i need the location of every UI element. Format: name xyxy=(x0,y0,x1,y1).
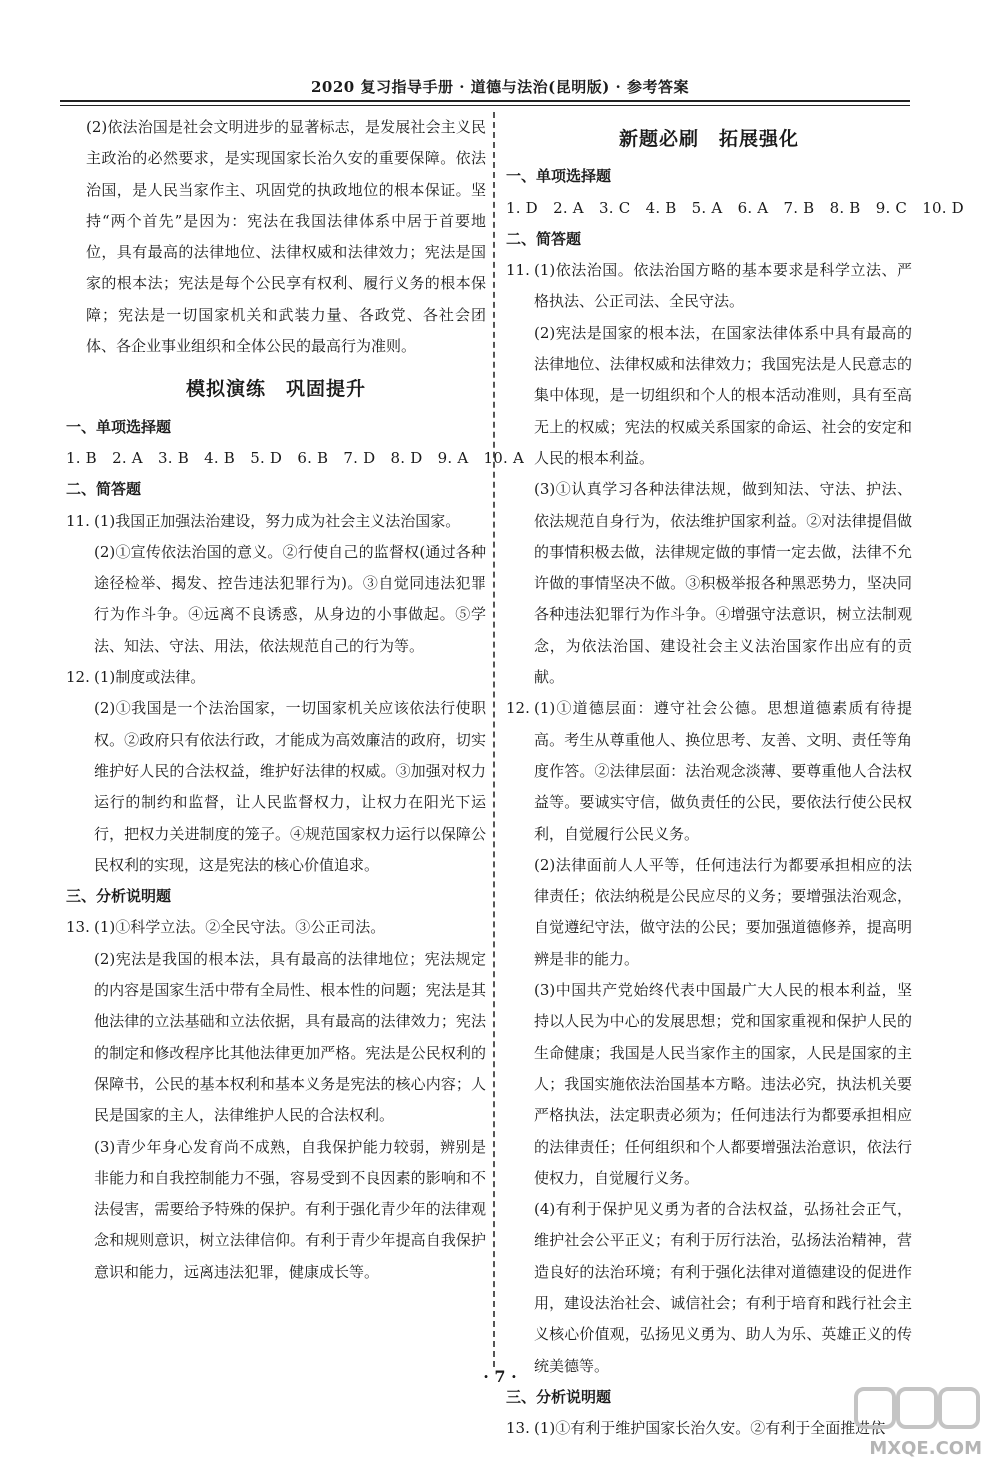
watermark-text: MXQE.COM xyxy=(869,1438,982,1459)
heading-short-answer: 二、简答题 xyxy=(506,229,582,248)
answer-part: (1)①有利于维护国家长治久安。②有利于全面推进依 xyxy=(534,1419,886,1438)
left-column xyxy=(66,112,525,1288)
question-13 xyxy=(66,912,486,1288)
answer-part: (2)①我国是一个法治国家，一切国家机关应该依法行使职权。②政府只有依法行政，才能成为高效廉洁的政府，切实维护好人民的合法权益，维护好法律的权威。③加强对权力运行的制约和监督，让人民监督权力，让权力在阳光下运行，把权力关进制度的笼子。④规范国家权力运行以保障公民权利的实现，这是宪法的核心价值追求。 xyxy=(94,699,486,874)
section-title-new-questions: 新题必刷 拓展强化 xyxy=(618,128,799,150)
question-number: 13. xyxy=(66,918,90,937)
answer-part: (3)①认真学习各种法律法规，做到知法、守法、护法、依法规范自身行为，依法维护国家利益。②对法律提倡做的事情积极去做，法律规定做的事情一定去做，法律不允许做的事情坚决不做。③积极举报各种黑恶势力，坚决同各种违法犯罪行为作斗争。④增强守法意识，树立法制观念，为依法治国、建设社会主义法治国家作出应有的贡献。 xyxy=(534,480,912,687)
page-number: · 7 · xyxy=(483,1367,517,1386)
column-divider xyxy=(493,112,495,1367)
answer-part: (1)我国正加强法治建设，努力成为社会主义法治国家。 xyxy=(94,511,461,530)
answer-part: (1)制度或法律。 xyxy=(94,668,206,687)
heading-short-answer: 二、简答题 xyxy=(66,480,142,499)
heading-single-choice: 一、单项选择题 xyxy=(66,417,172,436)
question-number: 11. xyxy=(506,261,530,280)
heading-analysis: 三、分析说明题 xyxy=(66,887,172,906)
header-rule-thick xyxy=(60,100,910,102)
page-header xyxy=(0,0,1000,108)
heading-single-choice: 一、单项选择题 xyxy=(506,167,612,186)
answer-part: (3)青少年身心发育尚不成熟，自我保护能力较弱，辨别是非能力和自我控制能力不强，容易受到不良因素的影响和不法侵害，需要给予特殊的保护。有利于强化青少年的法律观念和规则意识，树立法律信仰。有利于青少年提高自我保护意识和能力，远离违法犯罪，健康成长等。 xyxy=(94,1137,486,1281)
answer-part: (2)法律面前人人平等，任何违法行为都要承担相应的法律责任；依法纳税是公民应尽的义务；要增强法治观念，自觉遵纪守法，做守法的公民；要加强道德修养，提高明辨是非的能力。 xyxy=(534,855,912,968)
choice-answers: 1. D 2. A 3. C 4. B 5. A 6. A 7. B 8. B 9. C 10. D xyxy=(506,198,964,217)
intro-paragraph: (2)依法治国是社会文明进步的显著标志，是发展社会主义民主政治的必然要求，是实现国家长治久安的重要保障。依法治国，是人民当家作主、巩固党的执政地位的根本保证。坚持“两个首先”是因为：宪法在我国法律体系中居于首要地位，具有最高的法律地位、法律权威和法律效力；宪法是国家的根本法；宪法是每个公民享有权利、履行义务的根本保障；宪法是一切国家机关和武装力量、各政党、各社会团体、各企业事业组织和全体公民的最高行为准则。 xyxy=(86,118,486,356)
heading-analysis: 三、分析说明题 xyxy=(506,1387,612,1406)
question-11 xyxy=(506,255,912,693)
choice-answers: 1. B 2. A 3. B 4. B 5. D 6. B 7. D 8. D 9. A 10. A xyxy=(66,448,525,467)
answer-part: (1)依法治国。依法治国方略的基本要求是科学立法、严格执法、公正司法、全民守法。 xyxy=(534,261,912,311)
question-number: 13. xyxy=(506,1419,530,1438)
question-number: 12. xyxy=(506,699,530,718)
question-12 xyxy=(506,693,912,1382)
answer-part: (4)有利于保护见义勇为者的合法权益，弘扬社会正气，维护社会公平正义；有利于厉行法治，弘扬法治精神，营造良好的法治环境；有利于强化法律对道德建设的促进作用，建设法治社会、诚信社会；有利于培育和践行社会主义核心价值观，弘扬见义勇为、助人为乐、英雄正义的传统美德等。 xyxy=(534,1200,912,1375)
header-rule-thin xyxy=(60,105,910,106)
answer-part: (2)宪法是我国的根本法，具有最高的法律地位；宪法规定的内容是国家生活中带有全局性、根本性的问题；宪法是其他法律的立法基础和立法依据，具有最高的法律效力；宪法的制定和修改程序比其他法律更加严格。宪法是公民权利的保障书，公民的基本权利和基本义务是宪法的核心内容；人民是国家的主人，法律维护人民的合法权利。 xyxy=(94,949,486,1125)
question-11 xyxy=(66,506,486,662)
answer-part: (1)①道德层面：遵守社会公德。思想道德素质有待提高。考生从尊重他人、换位思考、友善、文明、责任等角度作答。②法律层面：法治观念淡薄、要尊重他人合法权益等。要诚实守信，做负责任的公民，要依法行使公民权利，自觉履行公民义务。 xyxy=(534,699,912,843)
header-title: 2020 复习指导手册 · 道德与法治(昆明版) · 参考答案 xyxy=(311,78,689,96)
right-column xyxy=(506,112,964,1444)
question-12 xyxy=(66,662,486,881)
answer-part: (2)宪法是国家的根本法，在国家法律体系中具有最高的法律地位、法律权威和法律效力；我国宪法是人民意志的集中体现，是一切组织和个人的根本活动准则，具有至高无上的权威；宪法的权威关系国家的命运、社会的安定和人民的根本利益。 xyxy=(534,323,912,467)
answer-part: (2)①宣传依法治国的意义。②行使自己的监督权(通过各种途径检举、揭发、控告违法犯罪行为)。③自觉同违法犯罪行为作斗争。④远离不良诱惑，从身边的小事做起。⑤学法、知法、守法、用法，依法规范自己的行为等。 xyxy=(94,542,486,655)
answer-part: (3)中国共产党始终代表中国最广大人民的根本利益，坚持以人民为中心的发展思想；党和国家重视和保护人民的生命健康；我国是人民当家作主的国家，人民是国家的主人；我国实施依法治国基本方略。违法必究，执法机关要严格执法，法定职责必须为；任何违法行为都要承担相应的法律责任；任何组织和个人都要增强法治意识，依法行使权力，自觉履行义务。 xyxy=(534,981,912,1187)
question-number: 12. xyxy=(66,668,90,687)
question-number: 11. xyxy=(66,511,90,530)
section-title-mock-practice: 模拟演练 巩固提升 xyxy=(185,378,366,401)
answer-part: (1)①科学立法。②全民守法。③公正司法。 xyxy=(94,918,386,937)
